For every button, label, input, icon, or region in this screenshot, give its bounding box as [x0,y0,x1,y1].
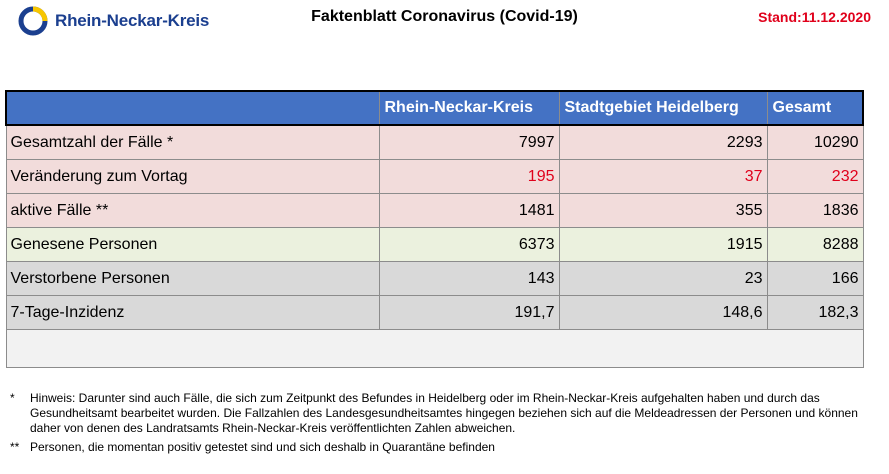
column-header-empty [6,91,379,125]
cell-rnk: 1481 [379,194,559,228]
cell-gesamt: 182,3 [767,296,863,330]
footnote-2 [10,440,870,455]
footnote-marker: ** [10,440,20,454]
cell-rnk: 6373 [379,228,559,262]
footnote-text: Hinweis: Darunter sind auch Fälle, die sich zum Zeitpunkt des Befundes in Heidelberg oder im Rhein-Neckar-Kreis aufgehalten haben und durch das Gesundheitsamt bearbeitet wurden. Die Fallzahlen des Landesgesundheitsamtes hingegen beziehen sich auf die Meldeadressen der Personen und können daher von denen des Landratsamts Rhein-Neckar-Kreis veröffentlichten Zahlen abweichen. [30,391,858,435]
cell-heidelberg: 37 [559,160,767,194]
column-header-gesamt: Gesamt [767,91,863,125]
cell-heidelberg: 23 [559,262,767,296]
column-header-rnk: Rhein-Neckar-Kreis [379,91,559,125]
cell-heidelberg: 148,6 [559,296,767,330]
column-header-heidelberg: Stadtgebiet Heidelberg [559,91,767,125]
table-row-veraenderung [6,160,863,194]
table-header-row [6,91,863,125]
table-row-empty [6,330,863,368]
cell-gesamt: 8288 [767,228,863,262]
document-title: Faktenblatt Coronavirus (Covid-19) [311,8,578,25]
row-label: 7-Tage-Inzidenz [6,296,379,330]
row-label: Veränderung zum Vortag [6,160,379,194]
footnote-marker: * [10,391,15,405]
cell-rnk: 143 [379,262,559,296]
row-label: Genesene Personen [6,228,379,262]
cell-gesamt: 1836 [767,194,863,228]
stand-date: Stand:11.12.2020 [758,9,871,25]
cell-gesamt: 166 [767,262,863,296]
table-row-aktive [6,194,863,228]
cell-heidelberg: 1915 [559,228,767,262]
cell-rnk: 191,7 [379,296,559,330]
table-row-faelle [6,125,863,160]
footnote-1 [10,391,870,436]
row-label: aktive Fälle ** [6,194,379,228]
cell-rnk: 7997 [379,125,559,160]
empty-cell [6,330,863,368]
cell-heidelberg: 2293 [559,125,767,160]
footnote-text: Personen, die momentan positiv getestet sind und sich deshalb in Quarantäne befinden [30,440,495,454]
table-row-inzidenz [6,296,863,330]
table-row-verstorbene [6,262,863,296]
facts-table [5,90,864,368]
cell-rnk: 195 [379,160,559,194]
logo-text: Rhein-Neckar-Kreis [55,11,210,30]
row-label: Verstorbene Personen [6,262,379,296]
row-label: Gesamtzahl der Fälle * [6,125,379,160]
table-row-genesene [6,228,863,262]
cell-heidelberg: 355 [559,194,767,228]
cell-gesamt: 10290 [767,125,863,160]
footnotes [10,391,870,459]
cell-gesamt: 232 [767,160,863,194]
